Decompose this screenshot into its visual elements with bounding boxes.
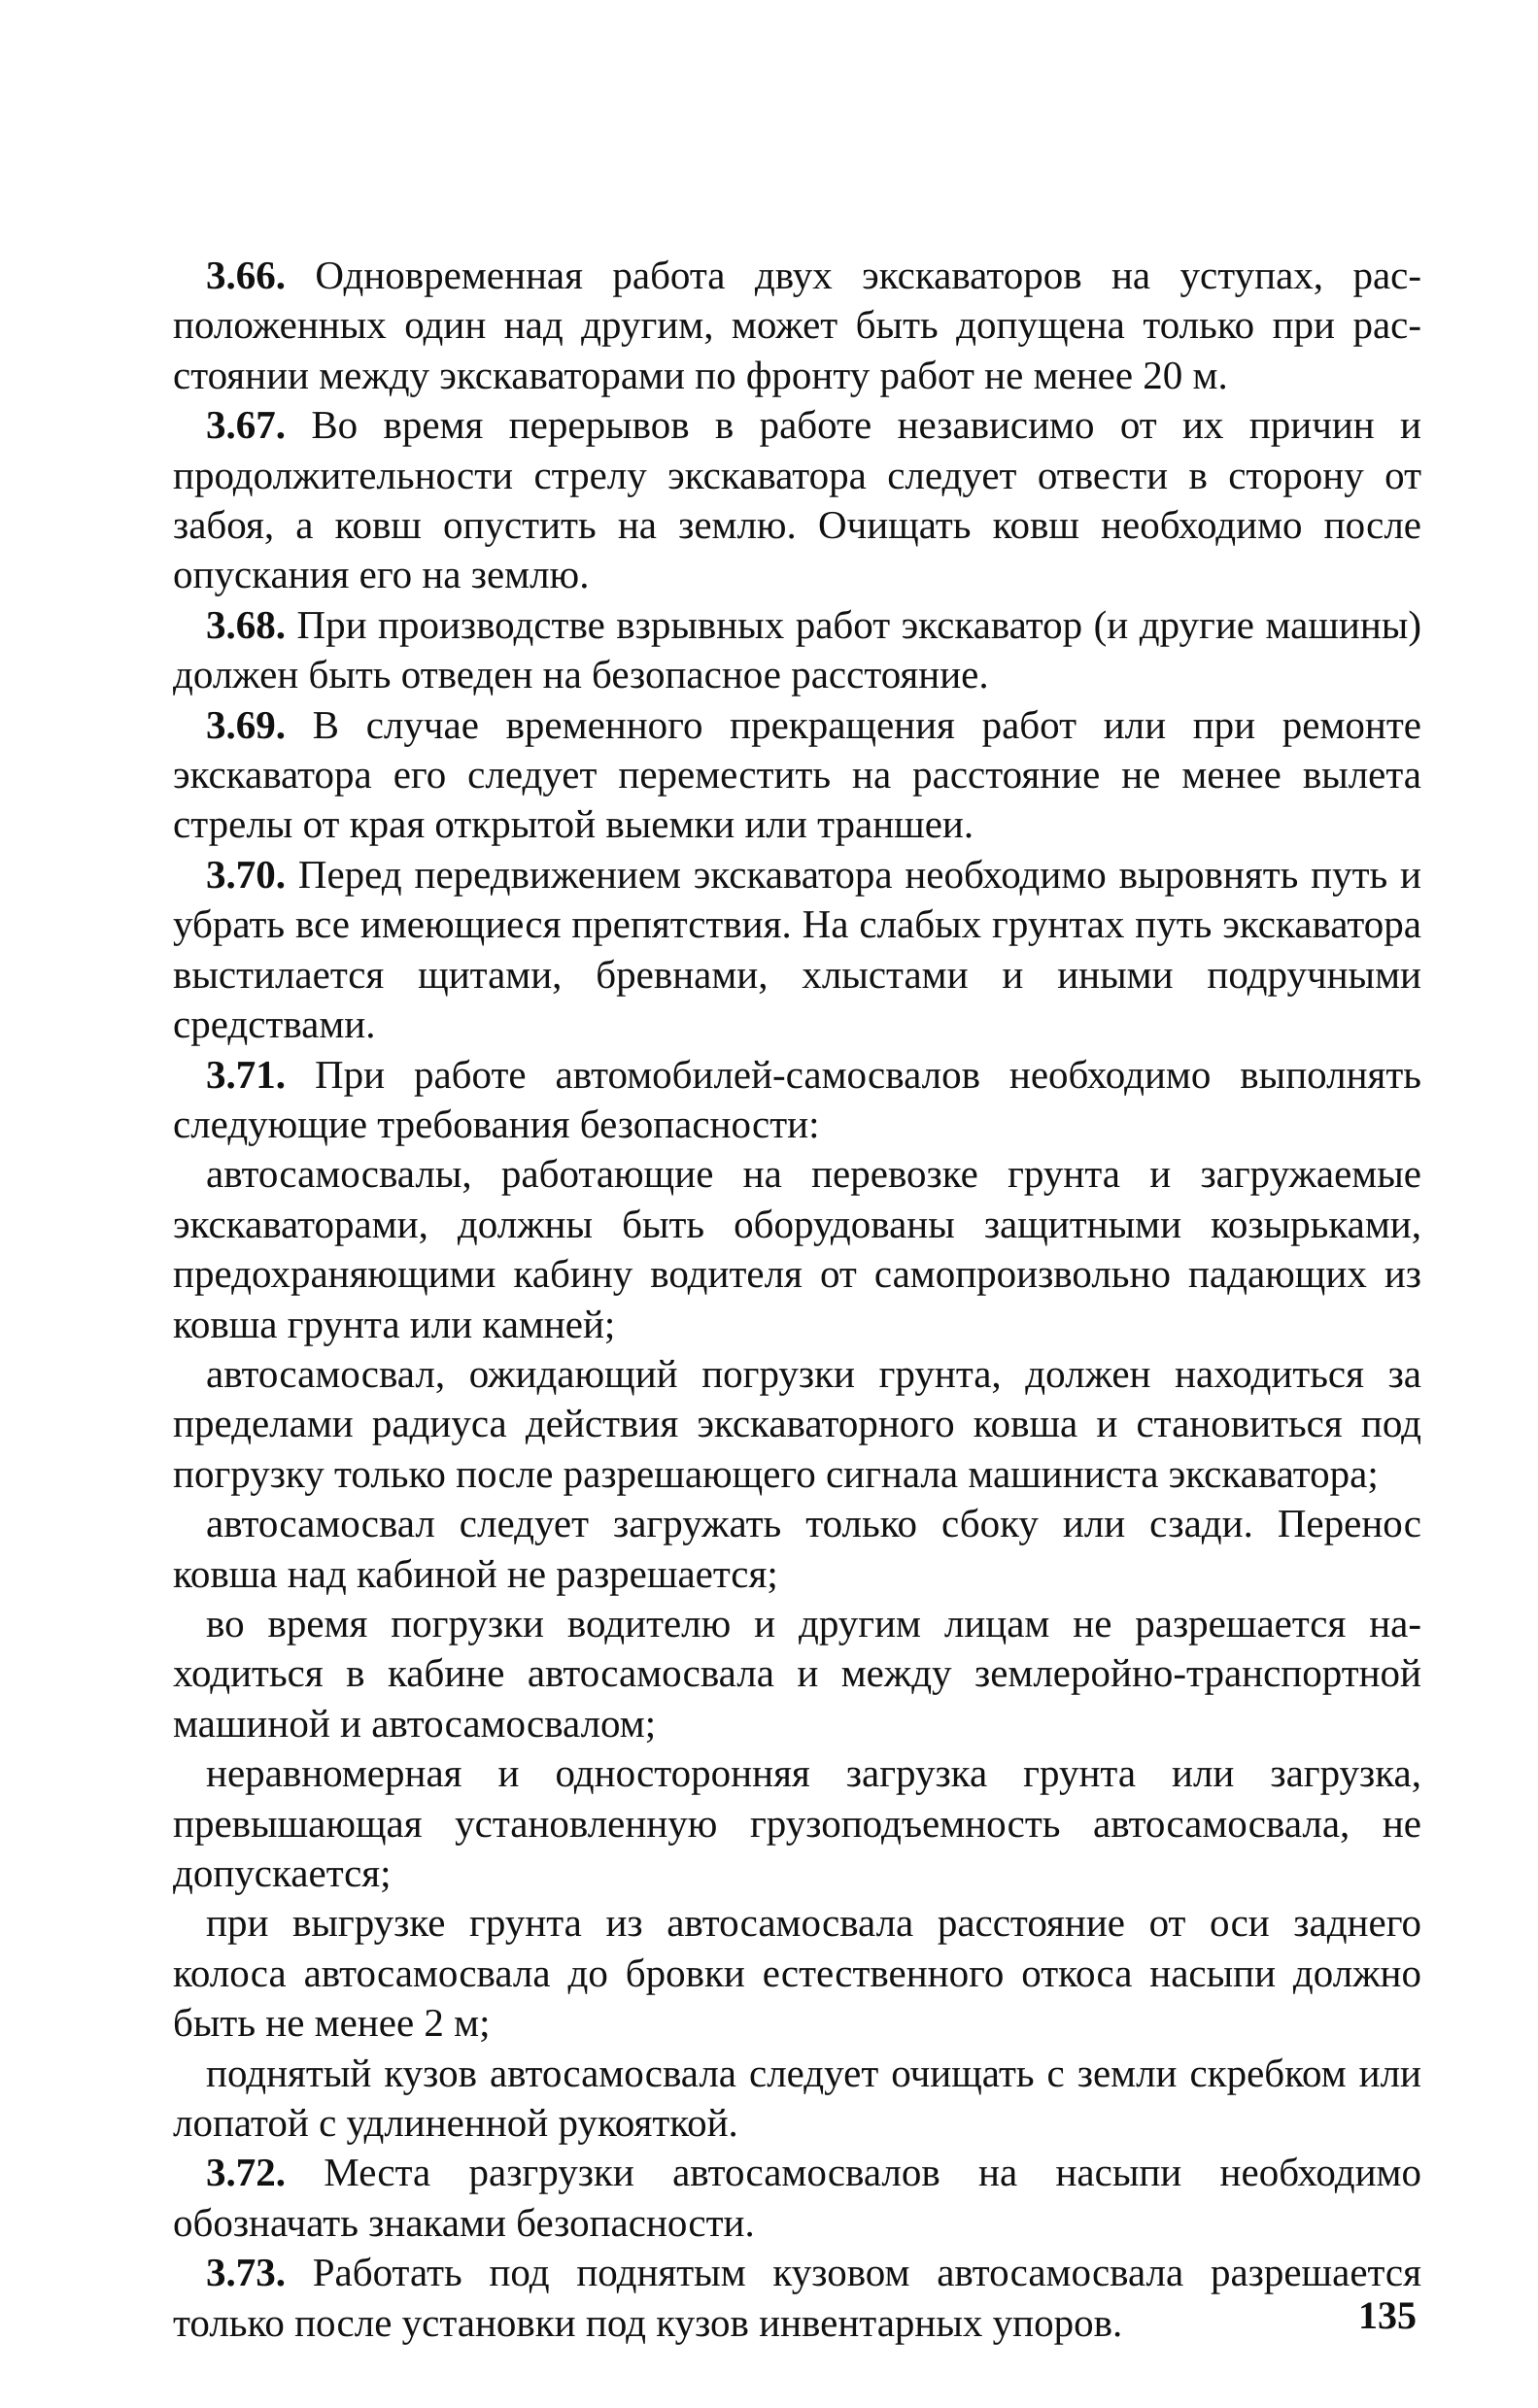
clause-number: 3.72. — [206, 2150, 286, 2195]
list-item — [173, 1499, 1421, 1599]
paragraph-3-73 — [173, 2248, 1421, 2348]
paragraph-text: Одновременная работа двух экскаваторов на уступах, расположенных один над другим, может быть допущена только при расстоянии между экскаваторами по фронту работ не менее 20 м. — [173, 253, 1421, 397]
paragraph-3-69 — [173, 700, 1421, 850]
paragraph-text: поднятый кузов автосамосвала следует очищать с земли скребком или лопатой с удлиненной рукояткой. — [173, 2050, 1421, 2146]
clause-number: 3.71. — [206, 1051, 286, 1097]
list-item — [173, 1149, 1421, 1349]
list-item — [173, 1898, 1421, 2048]
paragraph-text: При работе автомобилей-самосвалов необходимо выполнять следующие требования безопасности: — [173, 1051, 1421, 1146]
list-item — [173, 1748, 1421, 1898]
paragraph-text: Места разгрузки автосамосвалов на насыпи необходимо обозначать знаками безопасности. — [173, 2150, 1421, 2245]
clause-number: 3.73. — [206, 2250, 286, 2295]
paragraph-text: неравномерная и односторонняя загрузка грунта или загрузка, превышающая установленную грузоподъемность автосамосвала, не допускается; — [173, 1750, 1421, 1895]
paragraph-3-68 — [173, 600, 1421, 700]
list-item — [173, 1599, 1421, 1748]
paragraph-text: автосамосвал, ожидающий погрузки грунта, должен находиться за пределами радиуса действия экскаваторного ковша и становиться под погрузку только после разрешающего сигнала машиниста экскаватора; — [173, 1350, 1421, 1496]
body-text — [173, 251, 1421, 2348]
clause-number: 3.67. — [206, 402, 286, 448]
paragraph-3-67 — [173, 400, 1421, 600]
paragraph-text: Во время перерывов в работе независимо от их причин и продолжительности стрелу экскаватора следует отвести в сторону от забоя, а ковш опустить на землю. Очищать ковш необходимо после опускания его на землю. — [173, 402, 1421, 597]
paragraph-3-70 — [173, 850, 1421, 1050]
paragraph-3-72 — [173, 2148, 1421, 2248]
list-item — [173, 1349, 1421, 1499]
paragraph-text: В случае временного прекращения работ или при ремонте экскаватора его следует переместить на расстояние не менее вылета стрелы от края открытой выемки или траншеи. — [173, 701, 1421, 847]
paragraph-text: При производстве взрывных работ экскаватор (и другие машины) должен быть отведен на безопасное расстояние. — [173, 601, 1421, 697]
clause-number: 3.69. — [206, 701, 286, 747]
clause-number: 3.68. — [206, 601, 286, 647]
paragraph-text: Перед передвижением экскаватора необходимо выровнять путь и убрать все имеющиеся препятствия. На слабых грунтах путь экскаватора выстилается щитами, бревнами, хлыстами и иными подручными средствами. — [173, 851, 1421, 1047]
paragraph-text: Работать под поднятым кузовом автосамосвала разрешается только после установки под кузов инвентарных упоров. — [173, 2250, 1421, 2345]
page-number: 135 — [1358, 2293, 1417, 2337]
paragraph-text: автосамосвалы, работающие на перевозке грунта и загружаемые экскаваторами, должны быть оборудованы защитными козырьками, предохраняющими кабину водителя от самопроизвольно падающих из ковша грунта или камней; — [173, 1151, 1421, 1346]
clause-number: 3.70. — [206, 851, 286, 897]
paragraph-3-66 — [173, 251, 1421, 400]
paragraph-3-71 — [173, 1050, 1421, 1150]
list-item — [173, 2049, 1421, 2149]
clause-number: 3.66. — [206, 253, 286, 297]
paragraph-text: во время погрузки водителю и другим лицам не разрешается находиться в кабине автосамосвала и между землеройно-транспортной машиной и автосамосвалом; — [173, 1600, 1421, 1746]
paragraph-text: автосамосвал следует загружать только сбоку или сзади. Перенос ковша над кабиной не разрешается; — [173, 1501, 1421, 1596]
paragraph-text: при выгрузке грунта из автосамосвала расстояние от оси заднего колоса автосамосвала до бровки естественного откоса насыпи должно быть не менее 2 м; — [173, 1900, 1421, 2046]
